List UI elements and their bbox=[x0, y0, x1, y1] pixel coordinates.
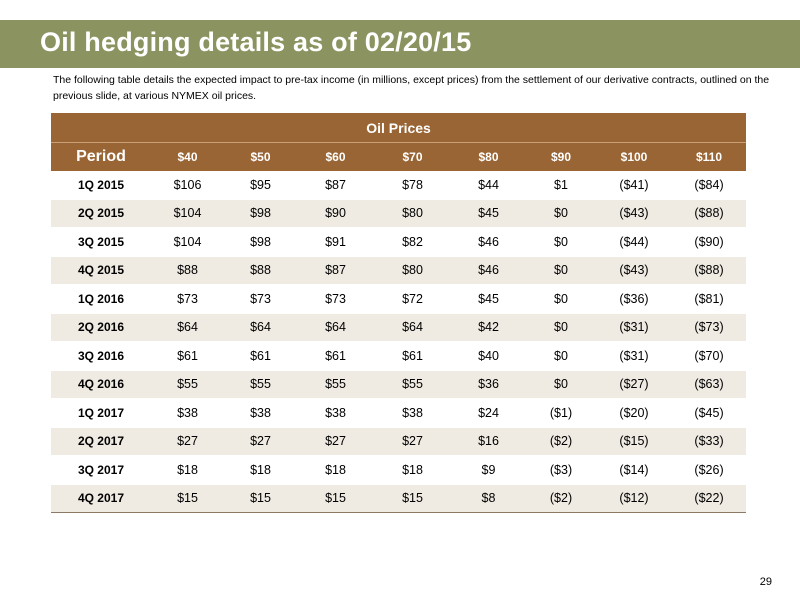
value-cell: ($3) bbox=[526, 456, 596, 485]
value-cell: $104 bbox=[151, 199, 224, 228]
value-cell: $46 bbox=[451, 228, 526, 257]
value-cell: ($43) bbox=[596, 199, 672, 228]
slide-title: Oil hedging details as of 02/20/15 bbox=[40, 27, 472, 57]
value-cell: $38 bbox=[374, 399, 451, 428]
price-header: $80 bbox=[451, 143, 526, 172]
value-cell: $42 bbox=[451, 313, 526, 342]
value-cell: $0 bbox=[526, 256, 596, 285]
value-cell: ($41) bbox=[596, 171, 672, 199]
value-cell: $64 bbox=[374, 313, 451, 342]
table-row bbox=[51, 228, 746, 257]
value-cell: $87 bbox=[297, 171, 374, 199]
value-cell: $16 bbox=[451, 427, 526, 456]
value-cell: $87 bbox=[297, 256, 374, 285]
value-cell: $15 bbox=[374, 484, 451, 513]
value-cell: $55 bbox=[151, 370, 224, 399]
price-header: $90 bbox=[526, 143, 596, 172]
value-cell: $61 bbox=[151, 342, 224, 371]
period-cell: 1Q 2017 bbox=[51, 399, 151, 428]
value-cell: $55 bbox=[297, 370, 374, 399]
oil-hedging-table bbox=[51, 113, 746, 513]
oil-prices-header: Oil Prices bbox=[51, 113, 746, 143]
value-cell: ($33) bbox=[672, 427, 746, 456]
value-cell: ($12) bbox=[596, 484, 672, 513]
value-cell: ($26) bbox=[672, 456, 746, 485]
value-cell: ($27) bbox=[596, 370, 672, 399]
value-cell: $72 bbox=[374, 285, 451, 314]
value-cell: $73 bbox=[224, 285, 297, 314]
value-cell: $27 bbox=[224, 427, 297, 456]
value-cell: ($36) bbox=[596, 285, 672, 314]
period-cell: 2Q 2016 bbox=[51, 313, 151, 342]
value-cell: $80 bbox=[374, 199, 451, 228]
value-cell: $0 bbox=[526, 313, 596, 342]
value-cell: $18 bbox=[374, 456, 451, 485]
value-cell: $98 bbox=[224, 199, 297, 228]
period-cell: 2Q 2015 bbox=[51, 199, 151, 228]
price-header: $40 bbox=[151, 143, 224, 172]
price-header: $110 bbox=[672, 143, 746, 172]
value-cell: ($73) bbox=[672, 313, 746, 342]
value-cell: ($20) bbox=[596, 399, 672, 428]
value-cell: $45 bbox=[451, 285, 526, 314]
table-row bbox=[51, 171, 746, 199]
table-row bbox=[51, 199, 746, 228]
value-cell: $18 bbox=[151, 456, 224, 485]
value-cell: $18 bbox=[224, 456, 297, 485]
value-cell: ($2) bbox=[526, 484, 596, 513]
table-row bbox=[51, 456, 746, 485]
table-row bbox=[51, 285, 746, 314]
period-cell: 1Q 2016 bbox=[51, 285, 151, 314]
value-cell: $78 bbox=[374, 171, 451, 199]
table-body bbox=[51, 171, 746, 513]
table-row bbox=[51, 399, 746, 428]
period-header: Period bbox=[51, 143, 151, 172]
value-cell: $88 bbox=[151, 256, 224, 285]
table-row bbox=[51, 313, 746, 342]
value-cell: $1 bbox=[526, 171, 596, 199]
value-cell: $27 bbox=[297, 427, 374, 456]
value-cell: $46 bbox=[451, 256, 526, 285]
value-cell: ($88) bbox=[672, 256, 746, 285]
value-cell: ($84) bbox=[672, 171, 746, 199]
title-bar bbox=[0, 20, 800, 68]
value-cell: $88 bbox=[224, 256, 297, 285]
page-number: 29 bbox=[759, 576, 772, 588]
value-cell: ($1) bbox=[526, 399, 596, 428]
value-cell: $44 bbox=[451, 171, 526, 199]
value-cell: $40 bbox=[451, 342, 526, 371]
period-cell: 3Q 2016 bbox=[51, 342, 151, 371]
period-cell: 1Q 2015 bbox=[51, 171, 151, 199]
period-cell: 3Q 2015 bbox=[51, 228, 151, 257]
value-cell: ($31) bbox=[596, 342, 672, 371]
value-cell: $61 bbox=[297, 342, 374, 371]
value-cell: $55 bbox=[374, 370, 451, 399]
value-cell: $38 bbox=[151, 399, 224, 428]
period-cell: 3Q 2017 bbox=[51, 456, 151, 485]
table-row bbox=[51, 370, 746, 399]
table-row bbox=[51, 256, 746, 285]
value-cell: $0 bbox=[526, 285, 596, 314]
value-cell: ($63) bbox=[672, 370, 746, 399]
value-cell: ($44) bbox=[596, 228, 672, 257]
period-cell: 4Q 2016 bbox=[51, 370, 151, 399]
value-cell: $106 bbox=[151, 171, 224, 199]
table-row bbox=[51, 427, 746, 456]
price-header: $100 bbox=[596, 143, 672, 172]
value-cell: $90 bbox=[297, 199, 374, 228]
value-cell: ($45) bbox=[672, 399, 746, 428]
value-cell: $95 bbox=[224, 171, 297, 199]
value-cell: ($81) bbox=[672, 285, 746, 314]
period-cell: 2Q 2017 bbox=[51, 427, 151, 456]
value-cell: ($70) bbox=[672, 342, 746, 371]
value-cell: ($2) bbox=[526, 427, 596, 456]
value-cell: $55 bbox=[224, 370, 297, 399]
value-cell: $64 bbox=[151, 313, 224, 342]
intro-text: The following table details the expected impact to pre-tax income (in millions, except prices) from the settlement of our derivative contracts, outlined on the previous slide, at various NYMEX oil prices. bbox=[53, 74, 770, 102]
value-cell: $73 bbox=[151, 285, 224, 314]
value-cell: $15 bbox=[151, 484, 224, 513]
value-cell: $38 bbox=[297, 399, 374, 428]
value-cell: ($22) bbox=[672, 484, 746, 513]
value-cell: ($90) bbox=[672, 228, 746, 257]
value-cell: $98 bbox=[224, 228, 297, 257]
price-header: $60 bbox=[297, 143, 374, 172]
value-cell: $91 bbox=[297, 228, 374, 257]
table-row bbox=[51, 342, 746, 371]
value-cell: $27 bbox=[374, 427, 451, 456]
value-cell: ($14) bbox=[596, 456, 672, 485]
value-cell: $0 bbox=[526, 342, 596, 371]
value-cell: $24 bbox=[451, 399, 526, 428]
column-header-row bbox=[51, 143, 746, 172]
value-cell: $0 bbox=[526, 199, 596, 228]
value-cell: ($15) bbox=[596, 427, 672, 456]
value-cell: $45 bbox=[451, 199, 526, 228]
value-cell: $15 bbox=[224, 484, 297, 513]
value-cell: $104 bbox=[151, 228, 224, 257]
value-cell: $64 bbox=[224, 313, 297, 342]
price-header: $50 bbox=[224, 143, 297, 172]
value-cell: $38 bbox=[224, 399, 297, 428]
value-cell: $82 bbox=[374, 228, 451, 257]
value-cell: ($43) bbox=[596, 256, 672, 285]
value-cell: $8 bbox=[451, 484, 526, 513]
value-cell: $0 bbox=[526, 228, 596, 257]
value-cell: $64 bbox=[297, 313, 374, 342]
value-cell: $61 bbox=[374, 342, 451, 371]
period-cell: 4Q 2015 bbox=[51, 256, 151, 285]
value-cell: ($31) bbox=[596, 313, 672, 342]
value-cell: $73 bbox=[297, 285, 374, 314]
value-cell: $15 bbox=[297, 484, 374, 513]
value-cell: $36 bbox=[451, 370, 526, 399]
value-cell: $80 bbox=[374, 256, 451, 285]
value-cell: $61 bbox=[224, 342, 297, 371]
value-cell: ($88) bbox=[672, 199, 746, 228]
value-cell: $9 bbox=[451, 456, 526, 485]
value-cell: $27 bbox=[151, 427, 224, 456]
period-cell: 4Q 2017 bbox=[51, 484, 151, 513]
price-header: $70 bbox=[374, 143, 451, 172]
value-cell: $18 bbox=[297, 456, 374, 485]
table-row bbox=[51, 484, 746, 513]
value-cell: $0 bbox=[526, 370, 596, 399]
